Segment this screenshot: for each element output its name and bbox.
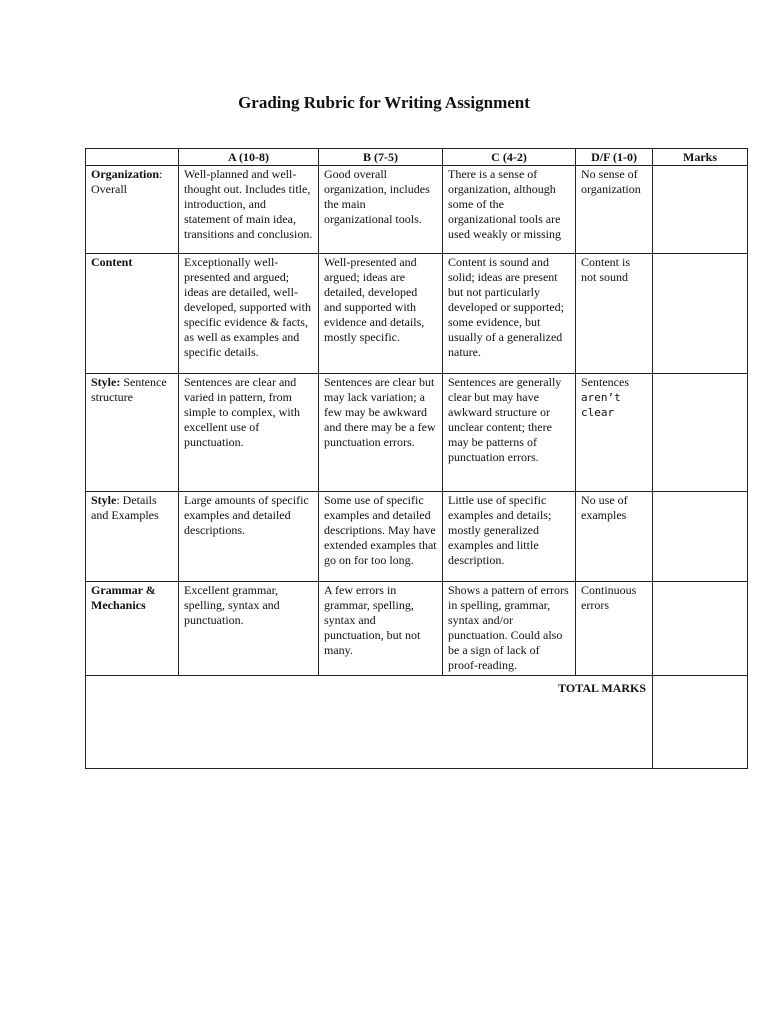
header-criterion [86, 149, 179, 166]
criterion-cell [86, 254, 179, 374]
grade-b-cell: A few errors in grammar, spelling, syntax and punctuation, but not many. [319, 582, 443, 676]
grade-a-cell: Large amounts of specific examples and detailed descriptions. [179, 492, 319, 582]
criterion-cell [86, 492, 179, 582]
grade-a-cell: Exceptionally well-presented and argued; ideas are detailed, well-developed, supported with specific evidence & facts, as well as examples and specific details. [179, 254, 319, 374]
criterion-cell [86, 582, 179, 676]
grade-df-text: No sense of organization [581, 167, 641, 196]
criterion-name: Content [91, 255, 133, 269]
total-marks-value [653, 676, 748, 769]
grade-c-cell: There is a sense of organization, although some of the organizational tools are used weakly or missing [443, 166, 576, 254]
grade-df-cell [576, 374, 653, 492]
grade-c-cell: Shows a pattern of errors in spelling, grammar, syntax and/or punctuation. Could also be a sign of lack of proof-reading. [443, 582, 576, 676]
total-row [86, 676, 748, 769]
header-grade-b: B (7-5) [319, 149, 443, 166]
criterion-name: Grammar & Mechanics [91, 583, 156, 612]
grade-df-text: Sentences [581, 375, 629, 389]
header-grade-df: D/F (1-0) [576, 149, 653, 166]
header-grade-c: C (4-2) [443, 149, 576, 166]
grade-df-text: No use of examples [581, 493, 628, 522]
grade-b-cell: Well-presented and argued; ideas are detailed, developed and supported with evidence and details, mostly specific. [319, 254, 443, 374]
grade-df-text: Content is not sound [581, 255, 631, 284]
table-row [86, 254, 748, 374]
grade-a-cell: Sentences are clear and varied in pattern, from simple to complex, with excellent use of punctuation. [179, 374, 319, 492]
criterion-cell [86, 166, 179, 254]
total-marks-label: TOTAL MARKS [86, 676, 653, 769]
criterion-name: Style: [91, 375, 121, 389]
grade-df-cell [576, 254, 653, 374]
grade-b-cell: Good overall organization, includes the main organizational tools. [319, 166, 443, 254]
criterion-detail: : Overall [91, 167, 163, 196]
header-marks: Marks [653, 149, 748, 166]
marks-cell [653, 166, 748, 254]
rubric-table [85, 148, 748, 769]
criterion-detail: Sentence structure [91, 375, 167, 404]
grade-df-cell [576, 166, 653, 254]
marks-cell [653, 254, 748, 374]
grade-c-cell: Little use of specific examples and details; mostly generalized examples and little description. [443, 492, 576, 582]
criterion-name: Organization [91, 167, 159, 181]
marks-cell [653, 492, 748, 582]
table-row [86, 492, 748, 582]
grade-a-cell: Excellent grammar, spelling, syntax and punctuation. [179, 582, 319, 676]
grade-df-extra: aren’t clear [581, 391, 621, 419]
criterion-detail: : Details and Examples [91, 493, 159, 522]
grade-a-cell: Well-planned and well-thought out. Includes title, introduction, and statement of main idea, transitions and conclusion. [179, 166, 319, 254]
grade-df-cell [576, 492, 653, 582]
marks-cell [653, 374, 748, 492]
header-grade-a: A (10-8) [179, 149, 319, 166]
grade-c-cell: Content is sound and solid; ideas are present but not particularly developed or supported; some evidence, but usually of a generalized nature. [443, 254, 576, 374]
header-row [86, 149, 748, 166]
criterion-cell [86, 374, 179, 492]
table-row [86, 374, 748, 492]
table-row [86, 582, 748, 676]
grade-df-cell [576, 582, 653, 676]
criterion-name: Style [91, 493, 117, 507]
grade-b-cell: Sentences are clear but may lack variation; a few may be awkward and there may be a few punctuation errors. [319, 374, 443, 492]
marks-cell [653, 582, 748, 676]
grade-c-cell: Sentences are generally clear but may have awkward structure or unclear content; there may be patterns of punctuation errors. [443, 374, 576, 492]
grade-b-cell: Some use of specific examples and detailed descriptions. May have extended examples that go on for too long. [319, 492, 443, 582]
table-row [86, 166, 748, 254]
document-title: Grading Rubric for Writing Assignment [238, 93, 530, 112]
grade-df-text: Continuous errors [581, 583, 637, 612]
